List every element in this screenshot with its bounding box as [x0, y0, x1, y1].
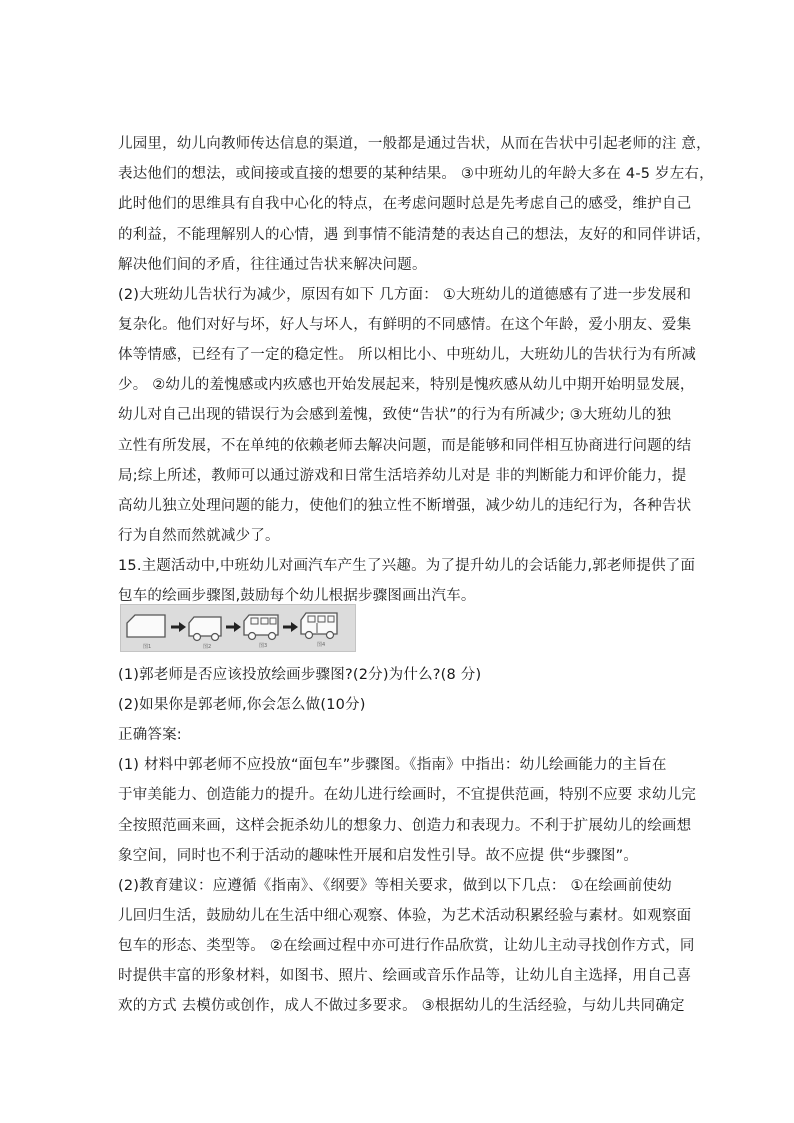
sub-question-2: (2)如果你是郭老师,你会怎么做(10分): [118, 697, 366, 713]
bus-drawing-steps-figure: [120, 604, 356, 652]
text-line: 于审美能力、创造能力的提升。在幼儿进行绘画时，不宜提供范画，特别不应要 求幼儿完: [118, 787, 697, 803]
text-line: 包车的形态、类型等。 ②在绘画过程中亦可进行作品欣赏，让幼儿主动寻找创作方式，同: [118, 938, 695, 954]
text-line: (2)教育建议：应遵循《指南》、《纲要》等相关要求，做到以下几点： ①在绘画前使幼: [118, 878, 672, 894]
figure-label: 图4: [317, 642, 326, 648]
step-2-drawing: [189, 617, 221, 641]
text-line: 的利益，不能理解别人的心情，遇 到事情不能清楚的表达自己的想法，友好的和同伴讲话，: [118, 227, 711, 243]
figure-label: 图3: [259, 643, 268, 649]
text-line: 表达他们的想法，或间接或直接的想要的某种结果。 ③中班幼儿的年龄大多在 4-5 岁左右，: [118, 166, 714, 182]
text-line: 复杂化。他们对好与坏，好人与坏人，有鲜明的不同感情。在这个年龄，爱小朋友、爱集: [118, 317, 692, 333]
text-line: 此时他们的思维具有自我中心化的特点，在考虑问题时总是先考虑自己的感受，维护自己: [118, 196, 692, 212]
arrow-icon: [291, 622, 298, 632]
step-3-drawing: [244, 615, 278, 640]
text-line: 局;综上所述，教师可以通过游戏和日常生活培养幼儿对是 非的判断能力和评价能力，提: [118, 468, 687, 484]
text-line: (1) 材料中郭老师不应投放“面包车”步骤图。《指南》中指出：幼儿绘画能力的主旨在: [118, 757, 667, 773]
step-4-drawing: [301, 613, 337, 639]
step-1-drawing: [127, 615, 165, 637]
question-15-text: 15.主题活动中,中班幼儿对画汽车产生了兴趣。为了提升幼儿的会话能力,郭老师提供了面: [118, 558, 696, 574]
text-line: 立性有所发展，不在单纯的依赖老师去解决问题，而是能够和同伴相互协商进行问题的结: [118, 438, 692, 454]
question-15-text: 包车的绘画步骤图,鼓励每个幼儿根据步骤图画出汽车。: [118, 588, 476, 604]
text-line: 时提供丰富的形象材料，如图书、照片、绘画或音乐作品等，让幼儿自主选择，用自己喜: [118, 968, 692, 984]
text-line: 儿园里，幼儿向教师传达信息的渠道，一般都是通过告状，从而在告状中引起老师的注 意，: [118, 136, 711, 152]
text-line: (2)大班幼儿告状行为减少，原因有如下 几方面： ①大班幼儿的道德感有了进一步发展和: [118, 287, 692, 303]
sub-question-1: (1)郭老师是否应该投放绘画步骤图?(2分)为什么?(8 分): [118, 667, 482, 683]
bus-steps-illustration: [121, 605, 355, 651]
text-line: 体等情感，已经有了一定的稳定性。 所以相比小、中班幼儿，大班幼儿的告状行为有所减: [118, 347, 697, 363]
text-line: 解决他们间的矛盾，往往通过告状来解决问题。: [118, 257, 427, 273]
text-line: 少。 ②幼儿的羞愧感或内疚感也开始发展起来，特别是愧疚感从幼儿中期开始明显发展，: [118, 377, 695, 393]
figure-label: 图2: [203, 644, 212, 650]
text-line: 高幼儿独立处理问题的能力，使他们的独立性不断增强，减少幼儿的违纪行为，各种告状: [118, 498, 692, 514]
arrow-icon: [179, 622, 186, 632]
answer-heading: 正确答案:: [118, 727, 182, 743]
arrow-icon: [234, 622, 241, 632]
text-line: 全按照范画来画，这样会扼杀幼儿的想象力、创造力和表现力。不利于扩展幼儿的绘画想: [118, 818, 692, 834]
text-line: 欢的方式 去模仿或创作，成人不做过多要求。 ③根据幼儿的生活经验，与幼儿共同确定: [118, 998, 685, 1014]
text-line: 儿回归生活，鼓励幼儿在生活中细心观察、体验，为艺术活动积累经验与素材。如观察面: [118, 908, 692, 924]
text-line: 象空间，同时也不利于活动的趣味性开展和启发性引导。故不应提 供“步骤图”。: [118, 848, 639, 864]
text-line: 行为自然而然就减少了。: [118, 528, 280, 544]
figure-label: 图1: [143, 644, 152, 650]
text-line: 幼儿对自己出现的错误行为会感到羞愧，致使“告状”的行为有所减少; ③大班幼儿的独: [118, 407, 672, 423]
